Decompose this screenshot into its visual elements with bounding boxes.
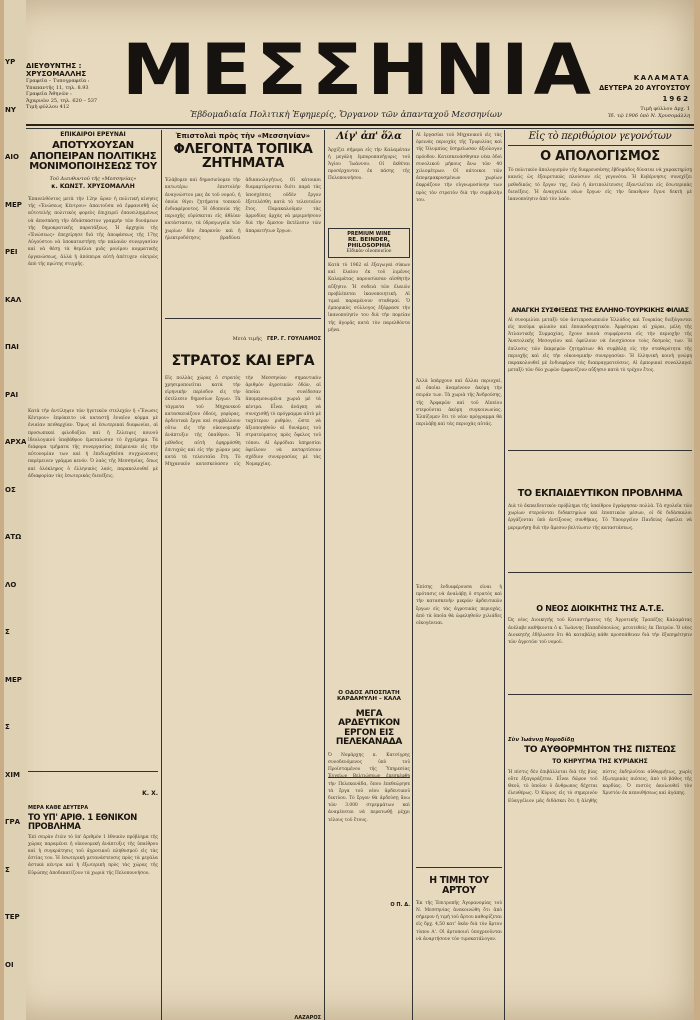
article-headline-3: ΜΕΓΑ ΑΡΔΕΥΤΙΚΟΝ ΕΡΓΟΝ ΕΙΣ ΠΕΛΕΚΑΝΑΔΑ — [335, 709, 403, 748]
feature-headline: ΤΟ ΥΠ' ΑΡΙΘ. 1 ΕΘΝΙΚΟΝ ΠΡΟΒΛΗΜΑ — [28, 812, 137, 831]
article-headline: ΑΠΟΤΥΧΟΥΣΑΝ ΑΠΟΠΕΙΡΑΝ ΠΟΛΙΤΙΚΗΣ ΜΟΝΙΜΟΠΟΙΗΣΕΩΣ ΤΟΥ — [29, 140, 157, 172]
margin-fragment: Σ — [5, 865, 10, 874]
margin-fragment: ΥΡ — [5, 58, 16, 66]
section-kicker: Εἰς τὸ περιθώριον γεγονότων — [508, 132, 692, 146]
offices-label: Γραφεῖα – Τυπογραφεῖα : — [26, 78, 90, 84]
advertisement-box — [328, 228, 410, 259]
article-signature: Κ. Χ. — [142, 790, 158, 797]
margin-fragment: ΓΡΑ — [5, 818, 21, 826]
article-headline-3: ΤΟ ΕΚΠΑΙΔΕΥΤΙΚΟΝ ΠΡΟΒΛΗΜΑ — [517, 487, 683, 499]
margin-fragment: ΟΙ — [5, 960, 14, 969]
issue-price-note: Τιμὴ φύλλου 412 — [26, 104, 70, 110]
ad-line: RE. BEINDER, PHILOSOPHIA — [347, 236, 391, 249]
margin-fragment: ΤΕΡ — [5, 913, 20, 921]
header-info-box — [26, 62, 120, 120]
sermon-kicker: Σὺν Ἰωάννῃ Νομοδίδῃ — [508, 737, 575, 744]
article-body-2: Εἰς πολλὰς χώρας ὁ στρατὸς χρησιμοποιεῖται κατὰ τὴν εἰρηνικὴν περίοδον εἰς τὴν ἐκτέλεσιν δημοσίων ἔργων. Τὰ τάγματα τοῦ Μηχανικοῦ κατασκευάζουν ὁδοὺς, γεφύρας, ἀρδευτικὰ ἔργα καὶ συμβάλλουν οὕτω εἰς τὴν οἰκονομικὴν ἀνάπτυξιν τῆς ὑπαίθρου. Ἡ μέθοδος αὐτὴ ἐφηρμόσθη ἐπιτυχῶς καὶ εἰς τὴν χώραν μας κατὰ τὰ τελευταῖα ἔτη. Τὸ Μηχανικὸν κατεσκεύασεν εἰς τὴν Μεσσηνίαν σημαντικὸν ἀριθμὸν ἀγροτικῶν ὁδῶν, αἱ ὁποῖαι συνέδεσαν ἀπομεμονωμένα χωριὰ μὲ τὰ κέντρα. Εἶναι ἀνάγκη νὰ συνεχισθῇ τὸ πρόγραμμα αὐτὸ μὲ ταχύτερον ρυθμὸν, ὥστε νὰ ἀξιοποιηθοῦν αἱ δυνάμεις τοῦ στρατεύματος πρὸς ὄφελος τοῦ τόπου. Αἱ ἀρμόδιαι ὑπηρεσίαι ὀφείλουν νὰ καταρτίσουν σχέδιον συνεργασίας μὲ τὰς Νομαρχίας. — [165, 375, 321, 468]
director-label: ΔΙΕΥΘΥΝΤΗΣ : — [26, 62, 82, 70]
article-headline-2: ΣΤΡΑΤΟΣ ΚΑΙ ΕΡΓΑ — [171, 353, 315, 370]
bread-price-body: Ἐκ τῆς Ἐπιτροπῆς Ἀγορανομίας τοῦ Ν. Μεσσηνίας ἀνεκοινώθη ὅτι ἀπὸ σήμερον ἡ τιμὴ τοῦ ἄρτου καθορίζεται εἰς δρχ. 4,50 κατ' ὀκᾶν διὰ τὸν ἄρτον τύπου Α'. Οἱ ἀρτοποιοὶ ὑποχρεοῦνται νὰ ἀναρτήσουν τὸν τιμοκατάλογον. — [416, 900, 502, 942]
margin-fragment: ΡΑΙ — [5, 390, 19, 399]
margin-fragment: Σ — [5, 628, 10, 636]
masthead-subtitle: Ἐβδομαδιαία Πολιτικὴ Ἐφημερίς, Ὄργανον τῶν ἀπανταχοῦ Μεσσηνίων — [190, 110, 502, 120]
feature-kicker: ΜΕΡΑ ΚΑΘΕ ΔΕΥΤΕΡΑ — [28, 805, 89, 811]
continued-article-body: Αἱ ἐργασίαι τοῦ Μηχανικοῦ εἰς τὰς ὀρεινὰς περιοχὰς τῆς Τριφυλίας καὶ τῆς Ὀλυμπίας ἐσημείωσαν ἀξιόλογον πρόοδον. Κατεσκευάσθησαν νέαι ὁδοὶ συνολικοῦ μήκους ἄνω τῶν 40 χιλιομέτρων. Οἱ κάτοικοι τῶν ἀπομεμακρυσμένων χωρίων ἐκφράζουν τὴν εὐγνωμοσύνην των πρὸς τὸν στρατὸν διὰ τὴν συμβολὴν του. — [416, 133, 502, 203]
article-body-continued: Κατὰ τὴν ἀντίληψιν τῶν ἡγετικῶν στελεχῶν ἡ «Ἕνωσις Κέντρου» ἐπρόκειτο νὰ καταστῇ ἐνιαῖον κόμμα μὲ ἑνιαίαν πειθαρχίαν. Ὅμως αἱ ἐσωτερικαὶ διαφωνίαι, αἱ προσωπικαὶ φιλοδοξίαι καὶ ἡ ἔλλειψις κοινοῦ ἰδεολογικοῦ ὑποβάθρου ἐματαίωσαν τὸ ἐγχείρημα. Τὰ διάφορα τμήματα τῆς συνεργασίας ἐπέμειναν εἰς τὴν αὐτονομίαν των καὶ ἡ ἐπιδιωχθεῖσα συγχώνευσις παρέμεινεν γράμμα κενόν. Ὁ λαὸς τῆς Μεσσηνίας, ὅπως καὶ ὁλόκληρος ὁ ἑλληνικὸς λαός, παρακολουθεῖ μὲ ἀδιαφορίαν τὰς ἐσωτερικὰς διενέξεις. — [28, 409, 158, 479]
article-body-3: Ὁ Νομάρχης κ. Κατσίγρης συνοδευόμενος ὑπὸ τοῦ Προϊσταμένου τῆς Ὑπηρεσίας τὴν Πελεκανάδα, ὅπου ἐπεθεώρησε τὰ ἔργα τοῦ νέου ἀρδευτικοῦ δικτύου. Τὸ ἔργον θὰ ἀρδεύσῃ ἄνω τῶν 3.000 στρεμμάτων καὶ ἀναμένεται νὰ περατωθῇ μέχρι τέλους τοῦ ἔτους. — [328, 752, 410, 823]
margin-fragment: ΝΥ — [5, 105, 16, 114]
article-body-2: Αἱ συνομιλίαι μεταξὺ τῶν ἀντιπροσωπειῶν Ἑλλάδος καὶ Τουρκίας διεξάγονται εἰς πνεῦμα φιλικὸν καὶ ἐποικοδομητικόν. Ἀμφότεραι αἱ χῶραι, μέλη τῆς Ἀτλαντικῆς Συμμαχίας, ἔχουν κοινὰ συμφέροντα εἰς τὴν περιοχὴν τῆς Ἀνατολικῆς Μεσογείου καὶ ὀφείλουν νὰ ἐνισχύσουν τοὺς δεσμοὺς των. Ἡ ἐπίλυσις τῶν ἐκκρεμῶν ζητημάτων θὰ συμβάλῃ εἰς τὴν σταθερότητα τῆς περιοχῆς καὶ εἰς τὴν οἰκονομικὴν συνεργασίαν. Ἡ ἑλληνικὴ κοινὴ γνώμη παρακολουθεῖ μὲ ἐνδιαφέρον τὰς διαπραγματεύσεις. Αἱ ἐμπορικαὶ συναλλαγαὶ μεταξὺ τῶν δύο χωρῶν ἐμφανίζουν αὔξησιν κατὰ τὸ τρέχον ἔτος. — [508, 317, 692, 374]
sermon-body: Ἡ πίστις δὲν ἐπιβάλλεται διὰ τῆς βίας οὔτε ἐξαγοράζεται. Εἶναι δῶρον τοῦ Θεοῦ, τὸ ὁποῖον ὁ ἄνθρωπος δέχεται ἐλευθέρως. Ὁ Κύριος εἰς τὸ σημερινὸν Εὐαγγέλιον μᾶς διδάσκει ὅτι ἡ ἀληθὴς πίστις ἐκδηλοῦται αὐθορμήτως, χωρὶς ἐξωτερικὰς πιέσεις, ἀπὸ τὸ βάθος τῆς καρδίας. Ὁ πιστὸς ἀκολουθεῖ τὸν Χριστὸν ἐκ πεποιθήσεως καὶ ἀγάπης. — [508, 769, 692, 804]
sermon-subheadline: ΤΟ ΚΗΡΥΓΜΑ ΤΗΣ ΚΥΡΙΑΚΗΣ — [552, 757, 648, 765]
boxed-notice: Ο ΟΔΟΣ ΑΠΟΣΠΑΤΗ ΚΑΡΔΑΜΥΛΗ – ΚΑΛΑ — [336, 690, 402, 702]
feature-body: Ἐπὶ σειρὰν ἐτῶν τὸ ὑπ' ἀριθμὸν 1 ἐθνικὸν πρόβλημα τῆς χώρας παραμένει ἡ οἰκονομικὴ ἀνάπτυξις τῆς ὑπαίθρου καὶ ἡ συγκράτησις τοῦ ἀγροτικοῦ πληθυσμοῦ εἰς τὰς ἑστίας του. Ἡ ἐσωτερικὴ μετανάστευσις πρὸς τὰ μεγάλα ἀστικὰ κέντρα καὶ ἡ ἐξωτερικὴ πρὸς τὰς χώρας τῆς Εὐρώπης ἀποδεκατίζουν τὰ χωριὰ τῆς Πελοποννήσου. — [28, 834, 158, 876]
article-body-3: Διὰ τὸ ἐκπαιδευτικὸν πρόβλημα τῆς ὑπαίθρου ἐγράφησαν πολλὰ. Τὰ σχολεῖα τῶν χωρίων στεροῦνται διδακτηρίων καὶ ἐποπτικῶν μέσων, οἱ δὲ διδάσκαλοι ἐργάζονται ὑπὸ ἀντίξοους συνθήκας. Τὸ Ὑπουργεῖον Παιδείας ὀφείλει νὰ μεριμνήσῃ διὰ τὴν ἄμεσον βελτίωσιν τῆς καταστάσεως. — [508, 503, 692, 531]
article-body-4: Ὡς νέος Διοικητὴς τοῦ Καταστήματος τῆς Ἀγροτικῆς Τραπέζης Καλαμάτας ἀνέλαβε καθήκοντα ὁ κ. Ἰωάννης Παπαδόπουλος, μετατεθεὶς ἐκ Πατρῶν. Ὁ νέος Διοικητὴς ἐδήλωσεν ὅτι θὰ καταβάλῃ κάθε προσπάθειαν διὰ τὴν ἐξυπηρέτησιν τῶν ἀγροτῶν τοῦ νομοῦ. — [508, 618, 692, 645]
bread-price-headline: Η ΤΙΜΗ ΤΟΥ ΑΡΤΟΥ — [429, 875, 489, 896]
margin-fragment: Σ — [5, 723, 10, 731]
continued-article-body-3: Ἐπίσης ἐνδιαφέρουσα εἶναι ἡ πρότασις νὰ ἀναλάβῃ ὁ στρατὸς καὶ τὴν κατασκευὴν μικρῶν ἀρδευτικῶν ἔργων εἰς τὰς ἀγροτικὰς περιοχάς, ἀπὸ τὰ ὁποῖα θὰ ὠφεληθοῦν χιλιάδες οἰκογένειαι. — [416, 585, 502, 627]
column-body-2: Κατὰ τὸ 1962 αἱ ἐξαγωγαὶ σύκων καὶ ἐλαίου ἐκ τοῦ λιμένος Καλαμάτας παρουσίασαν αἰσθητὴν αὔξησιν. Ἡ σοδειὰ τῶν ἐλαιῶν προβλέπεται ἱκανοποιητικὴ. Αἱ τιμαὶ παραμένουν σταθεραί. Ὁ ἐμπορικὸς σύλλογος ἐξέφρασε τὴν ἱκανοποίησίν του διὰ τὴν πορείαν τῆς ἀγορᾶς κατὰ τὸν παρελθόντα μῆνα. — [328, 263, 410, 333]
article-signature-2: ΛΑΖΑΡΟΣ — [294, 1014, 321, 1020]
article-body: Ἐλάβομεν καὶ δημοσιεύομεν τὴν κατωτέρω ἐπιστολὴν ἀναγνώστου μας ἐκ τοῦ νομοῦ, ἡ ὁποία θίγει ζητήματα τοπικοῦ ἐνδιαφέροντος. Ἡ ὁδοποιία τῆς περιοχῆς εὑρίσκεται εἰς ἀθλίαν κατάστασιν, τὰ ὑδραγωγεῖα τῶν χωρίων δὲν ἐπαρκοῦν καὶ ἡ ἠλεκτροδότησις βραδύνει ἀδικαιολογήτως. Οἱ κάτοικοι διαμαρτύρονται διότι παρὰ τὰς ὑποσχέσεις οὐδὲν ἔργον ἐξετελέσθη κατὰ τὸ τελευταῖον ἔτος. Παρακαλοῦμεν τὰς ἁρμοδίας ἀρχὰς νὰ μεριμνήσουν διὰ τὴν ἄμεσον ἐκτέλεσιν τῶν ἀπαραιτήτων ἔργων. — [165, 178, 321, 241]
continued-article-body-2: Ἀλλὰ ὑπάρχουν καὶ ἄλλαι περιοχαὶ, αἱ ὁποῖαι ἀναμένουν ἀκόμη τὴν σειράν των. Τὰ χωριὰ τῆς Ἀνδρούσης, τῆς Ἀρφαρῶν καὶ τοῦ Αἰπείου στεροῦνται ἀκόμη συγκοινωνίας. Ἐλπίζομεν ὅτι τὸ νέον πρόγραμμα θὰ περιλάβῃ καὶ τὰς περιοχὰς αὐτάς. — [416, 379, 502, 428]
article-signature-3: Ο Π. Δ. — [390, 901, 410, 908]
margin-fragment: ΑΡΧΑ — [5, 438, 26, 446]
founder-note: Ἱδ. τῷ 1906 ὑπὸ Ν. Χρυσομάλλη — [608, 113, 690, 119]
letter-signature: Μετὰ τιμῆς — [232, 336, 262, 343]
column-headline: Λίγ' ἀπ' ὅλα — [336, 131, 402, 142]
margin-fragment: ΜΕΡ — [5, 200, 22, 209]
ad-title: PREMIUM WINE — [347, 230, 391, 237]
column-5 — [508, 132, 692, 1020]
athens-offices-address: Ἀχαρνῶν 25, τηλ. 620 – 537 — [26, 97, 98, 104]
issue-year: 1962 — [662, 95, 690, 103]
letter-author: ΓΕΡ. Γ. ΓΟΥΛΙΑΜΟΣ — [266, 336, 321, 343]
column-body: Ἀρχίζει σήμερα εἰς τὴν Καλαμάταν ἡ μεγάλη ἐμποροπανήγυρις τοῦ Ἁγίου Ἰωάννου. Οἱ ἐκθέται προσέρχονται ἐκ πάσης τῆς Πελοποννήσου. — [328, 147, 410, 182]
margin-fragment: ΠΑΙ — [5, 343, 19, 351]
margin-fragment: ΡΕΙ — [5, 248, 18, 256]
article-headline: ΦΛΕΓΟΝΤΑ ΤΟΠΙΚΑ ΖΗΤΗΜΑΤΑ — [173, 142, 313, 172]
column-1 — [28, 131, 158, 1020]
margin-fragment: ΟΣ — [5, 485, 16, 494]
margin-fragment: ΑΤΩ — [5, 533, 22, 541]
margin-fragment: ΛΟ — [5, 580, 17, 589]
column-4 — [416, 132, 502, 1020]
price: Τιμὴ φύλλου Δρχ. 1 — [640, 106, 690, 112]
director-name: ΧΡΥΣΟΜΑΛΛΗΣ — [26, 70, 87, 78]
article-headline-2: ΑΝΑΓΚΗ ΣΥΣΦΙΞΕΩΣ ΤΗΣ ΕΛΛΗΝΟ-ΤΟΥΡΚΙΚΗΣ ΦΙΛΙΑΣ — [511, 306, 689, 315]
margin-fragment: ΧΙΜ — [5, 770, 20, 779]
left-margin-strip — [4, 0, 26, 1020]
article-headline-4: Ο ΝΕΟΣ ΔΙΟΙΚΗΤΗΣ ΤΗΣ Α.Τ.Ε. — [536, 603, 664, 613]
article-kicker: Ἐπιστολαὶ πρὸς τὴν «Μεσσηνίαν» — [175, 132, 311, 140]
article-headline: Ο ΑΠΟΛΟΓΙΣΜΟΣ — [540, 148, 660, 164]
city-name: ΚΑΛΑΜΑΤΑ — [633, 74, 690, 82]
article-body: Ἐπανελθόντος μετὰ τὴν 12ην ὥραν ἡ πολιτική κίνησις τῆς «Ἑνώσεως Κέντρου» ἀπαιτοῦσα νὰ ἐμφανισθῇ ὡς αὐτοτελὴς πολιτικὸς φορεὺς ἐπιχειρεῖ ἐπανειλημμένως νὰ ἀποσπάσῃ τὴν ἀδιάσπαστον γραμμὴν τῶν δυνάμεων τῆς δημοκρατικῆς παρατάξεως. Ἡ ἀρχηγία τῆς «Ἑνώσεως» ἐπεχείρησε διὰ τῆς ἀποφάσεως τῆς 17ης Αὐγούστου νὰ ὑποκαταστήσῃ τὴν παλαιὰν συνεργασίαν καὶ νὰ θέσῃ τὰ θεμέλια μιᾶς μονίμου κομματικῆς ὀργανώσεως, ἀλλὰ ἡ ἀπόπειρα αὐτὴ ἀπέτυχεν οἰκτρῶς ἀπὸ τῆς πρώτης στιγμῆς. — [28, 197, 158, 267]
margin-fragment: ΜΕΡ — [5, 675, 22, 684]
article-byline: κ. ΚΩΝΣΤ. ΧΡΥΣΟΜΑΛΛΗ — [51, 183, 135, 190]
column-2 — [165, 132, 321, 1020]
margin-fragment: ΑΙΟ — [5, 153, 19, 161]
article-byline-intro: Τοῦ Διευθυντοῦ τῆς «Μεσσηνίας» — [49, 175, 137, 182]
sermon-headline: ΤΟ ΑΥΘΟΡΜΗΤΟΝ ΤΗΣ ΠΙΣΤΕΩΣ — [524, 745, 676, 756]
masthead-title: ΜΕΣΣΗΝΙΑ — [122, 29, 596, 111]
margin-fragment: ΚΑΛ — [5, 295, 22, 304]
column-3 — [328, 132, 410, 1020]
offices-address: Υπαπαντῆς 11, τηλ. 8.93 — [26, 84, 89, 91]
issue-date: ΔΕΥΤΕΡΑ 20 ΑΥΓΟΥΣΤΟΥ — [599, 84, 690, 92]
ad-subtitle: Εἰδικὸν οἰνοποιεῖον — [346, 248, 392, 254]
newspaper-page — [4, 0, 694, 1020]
athens-offices-label: Γραφεῖα Ἀθηνῶν : — [26, 91, 72, 97]
article-kicker: ΕΠΙΚΑΙΡΟΙ ΕΡΕΥΝΑΙ — [60, 131, 126, 138]
article-body: Τὸ πολιτικὸν ἀπολογισμὸν τῆς διαρρευσάσης ἑβδομάδος δύναται νὰ χαρακτηρίσῃ κανεὶς ὡς ἐξαιρετικῶς πλούσιον εἰς γεγονότα. Ἡ Κυβέρνησις συνεχίζει μεθοδικῶς τὸ ἔργον της, ἐνῷ ἡ ἀντιπολίτευσις ἐξαντλεῖται εἰς ἐσωτερικὰς διενέξεις. Ἡ ἀναγγελία νέων ἔργων εἰς τὴν ὕπαιθρον ἔγινε δεκτὴ μὲ ἱκανοποίησιν ἀπὸ τὸν λαόν. — [508, 168, 692, 202]
